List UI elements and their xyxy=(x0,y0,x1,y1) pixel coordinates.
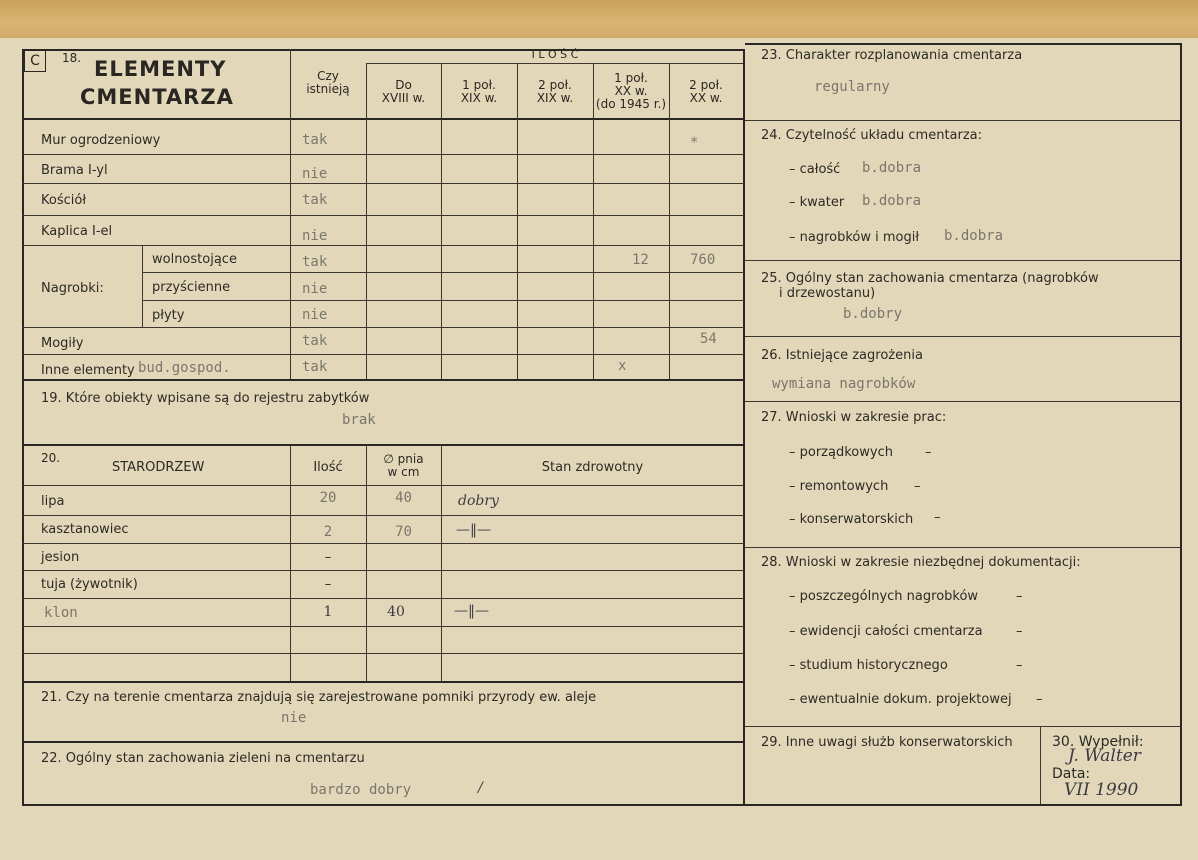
period-2-l2: XIX w. xyxy=(460,91,498,105)
q30-signature: J. Walter xyxy=(1068,746,1141,766)
row-label-mur: Mur ogrodzeniowy xyxy=(41,133,161,148)
q25-label-l2: i drzewostanu) xyxy=(779,286,876,301)
q25-answer: b.dobry xyxy=(843,306,903,322)
row-inne-typed: bud.gospod. xyxy=(138,360,231,376)
row-mogily-p5: 54 xyxy=(700,331,717,347)
q20-col-diam xyxy=(366,453,441,479)
period-col-5 xyxy=(669,79,743,105)
q30-label: 30. Wypełnił: xyxy=(1052,734,1144,750)
section-title-line2: CMENTARZA xyxy=(80,85,234,109)
q20-col-diam-l1: ∅ pnia xyxy=(383,452,424,466)
q28-item-value: – xyxy=(1016,658,1023,673)
q19-answer: brak xyxy=(342,412,376,428)
q24-label: 24. Czytelność układu cmentarza: xyxy=(761,128,983,143)
row-exists-mogily: tak xyxy=(302,333,328,349)
q24-item-value: b.dobra xyxy=(862,160,922,176)
q27-item-label: – konserwatorskich xyxy=(789,512,914,527)
tree-name: tuja (żywotnik) xyxy=(41,577,138,592)
row-wolnostojace-p5: 760 xyxy=(690,252,716,268)
q28-item-label: – studium historycznego xyxy=(789,658,948,673)
tree-diam: 70 xyxy=(395,524,412,540)
tree-count: 2 xyxy=(323,524,333,540)
period-5-l1: 2 poł. xyxy=(689,78,723,92)
q26-answer: wymiana nagrobków xyxy=(772,376,916,392)
period-5-l2: XX w. xyxy=(689,91,723,105)
row-label-kosciol: Kościół xyxy=(41,193,87,208)
q24-item-label: – kwater xyxy=(789,195,845,210)
row-exists-kaplica: nie xyxy=(302,228,328,244)
q22-answer: bardzo dobry xyxy=(310,782,412,798)
section-badge: C xyxy=(24,50,46,72)
q20-col-diam-l2: w cm xyxy=(387,465,420,479)
col-exists-l1: Czy xyxy=(317,69,339,83)
row-inne-p4: x xyxy=(618,358,627,374)
ilosc-header: I L O Ś Ć xyxy=(531,48,579,61)
q25-label-l1: 25. Ogólny stan zachowania cmentarza (nagrobków xyxy=(761,271,1099,286)
row-label-wolnostojace: wolnostojące xyxy=(152,252,237,267)
row-label-nagrobki: Nagrobki: xyxy=(41,281,104,296)
tree-count: – xyxy=(324,550,332,565)
record-card xyxy=(0,38,1198,860)
q28-item-label: – poszczególnych nagrobków xyxy=(789,589,979,604)
row-label-plyty: płyty xyxy=(152,308,185,323)
tree-count: 20 xyxy=(319,490,337,506)
q27-label: 27. Wnioski w zakresie prac: xyxy=(761,410,947,425)
row-label-brama: Brama I-yl xyxy=(41,163,108,178)
tree-count: – xyxy=(324,577,332,592)
q21-answer: nie xyxy=(281,710,307,726)
q27-item-value: – xyxy=(934,510,941,525)
period-col-1 xyxy=(366,79,441,105)
tree-name: jesion xyxy=(41,550,80,565)
q24-item-value: b.dobra xyxy=(944,228,1004,244)
period-3-l2: XIX w. xyxy=(536,91,574,105)
period-4-l3: (do 1945 r.) xyxy=(595,97,667,111)
row-label-kaplica: Kaplica I-el xyxy=(41,224,113,239)
tree-diam: 40 xyxy=(395,490,412,506)
q23-label: 23. Charakter rozplanowania cmentarza xyxy=(761,48,1023,63)
period-col-4 xyxy=(593,72,669,111)
row-exists-przyscienne: nie xyxy=(302,281,328,297)
tree-count: 1 xyxy=(323,604,333,620)
period-4-l2: XX w. xyxy=(614,84,648,98)
row-exists-plyty: nie xyxy=(302,307,328,323)
tree-diam: 40 xyxy=(387,604,405,620)
tree-health: —‖— xyxy=(454,603,489,619)
tree-name: klon xyxy=(44,605,78,621)
q27-item-label: – remontowych xyxy=(789,479,889,494)
q28-item-value: – xyxy=(1016,589,1023,604)
q28-item-value: – xyxy=(1016,624,1023,639)
period-1-l2: XVIII w. xyxy=(381,91,426,105)
row-exists-mur: tak xyxy=(302,132,328,148)
q20-number: 20. xyxy=(41,451,61,465)
row-exists-kosciol: tak xyxy=(302,192,328,208)
q28-item-label: – ewidencji całości cmentarza xyxy=(789,624,983,639)
q29-label: 29. Inne uwagi służb konserwatorskich xyxy=(761,735,1013,750)
row-exists-inne: tak xyxy=(302,359,328,375)
adhesive-tape xyxy=(0,0,1198,42)
row-mur-p5: ∗ xyxy=(690,132,699,148)
tree-name: kasztanowiec xyxy=(41,522,129,537)
q23-answer: regularny xyxy=(814,79,890,95)
q24-item-value: b.dobra xyxy=(862,193,922,209)
tree-health: dobry xyxy=(458,493,499,509)
q30-date-label: Data: xyxy=(1052,766,1091,782)
row-label-inne: Inne elementy xyxy=(41,363,135,378)
col-exists-header xyxy=(290,70,366,96)
q26-label: 26. Istniejące zagrożenia xyxy=(761,348,923,363)
row-exists-brama: nie xyxy=(302,166,328,182)
q28-item-value: – xyxy=(1036,692,1043,707)
row-label-przyscienne: przyścienne xyxy=(152,280,231,295)
q28-label: 28. Wnioski w zakresie niezbędnej dokumentacji: xyxy=(761,555,1081,570)
tree-name: lipa xyxy=(41,494,65,509)
period-1-l1: Do xyxy=(395,78,412,92)
col-exists-l2: istnieją xyxy=(306,82,350,96)
period-4-l1: 1 poł. xyxy=(614,71,648,85)
q20-col-count: Ilość xyxy=(313,460,343,475)
period-3-l1: 2 poł. xyxy=(538,78,572,92)
q22-mark: / xyxy=(478,780,483,796)
q20-col-health: Stan zdrowotny xyxy=(541,460,644,475)
q28-item-label: – ewentualnie dokum. projektowej xyxy=(789,692,1012,707)
section-number: 18. xyxy=(62,51,82,65)
row-wolnostojace-p4: 12 xyxy=(632,252,649,268)
q20-title: STARODRZEW xyxy=(112,460,205,475)
q19-label: 19. Które obiekty wpisane są do rejestru zabytków xyxy=(41,391,370,406)
period-2-l1: 1 poł. xyxy=(462,78,496,92)
tree-health: —‖— xyxy=(456,522,491,538)
section-title-line1: ELEMENTY xyxy=(94,57,227,81)
period-col-3 xyxy=(517,79,593,105)
q24-item-label: – nagrobków i mogił xyxy=(789,230,920,245)
q27-item-value: – xyxy=(925,445,932,460)
q27-item-value: – xyxy=(914,479,921,494)
q22-label: 22. Ogólny stan zachowania zieleni na cmentarzu xyxy=(41,751,365,766)
q21-label: 21. Czy na terenie cmentarza znajdują się zarejestrowane pomniki przyrody ew. aleje xyxy=(41,690,597,705)
row-exists-wolnostojace: tak xyxy=(302,254,328,270)
row-label-mogily: Mogiły xyxy=(41,336,84,351)
q24-item-label: – całość xyxy=(789,162,841,177)
period-col-2 xyxy=(441,79,517,105)
q30-date: VII 1990 xyxy=(1064,780,1139,800)
q27-item-label: – porządkowych xyxy=(789,445,893,460)
